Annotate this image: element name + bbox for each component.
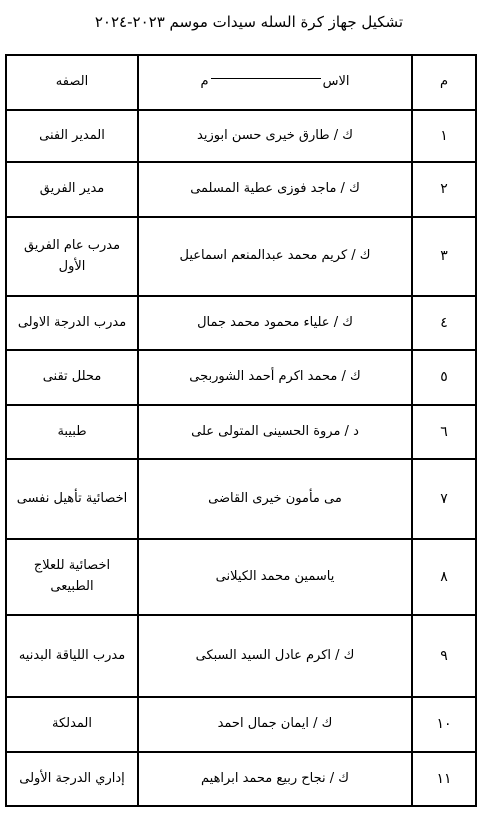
table-row bbox=[6, 110, 476, 162]
header-number: م bbox=[412, 55, 476, 110]
row-number: ٦ bbox=[412, 405, 476, 459]
table-row bbox=[6, 459, 476, 539]
row-name: ك / طارق خيرى حسن ابوزيد bbox=[138, 110, 412, 162]
table-row bbox=[6, 615, 476, 697]
table-row bbox=[6, 405, 476, 459]
row-role: مدرب اللياقة البدنيه bbox=[6, 615, 138, 697]
row-name: ياسمين محمد الكيلانى bbox=[138, 539, 412, 615]
row-name: ك / كريم محمد عبدالمنعم اسماعيل bbox=[138, 217, 412, 296]
table-row bbox=[6, 752, 476, 806]
row-role: محلل تقنى bbox=[6, 350, 138, 405]
row-number: ١١ bbox=[412, 752, 476, 806]
row-number: ٤ bbox=[412, 296, 476, 350]
table-row bbox=[6, 539, 476, 615]
row-role: اخصائية للعلاج الطبيعى bbox=[6, 539, 138, 615]
row-number: ١ bbox=[412, 110, 476, 162]
row-role: مدرب عام الفريق الأول bbox=[6, 217, 138, 296]
row-number: ١٠ bbox=[412, 697, 476, 752]
row-name: ك / ايمان جمال احمد bbox=[138, 697, 412, 752]
row-role: مدير الفريق bbox=[6, 162, 138, 217]
row-role: اخصائية تأهيل نفسى bbox=[6, 459, 138, 539]
row-number: ٩ bbox=[412, 615, 476, 697]
row-role: طبيبة bbox=[6, 405, 138, 459]
row-role: مدرب الدرجة الاولى bbox=[6, 296, 138, 350]
table-row bbox=[6, 296, 476, 350]
row-role: المدير الفنى bbox=[6, 110, 138, 162]
header-name bbox=[138, 55, 412, 110]
table-header-row bbox=[6, 55, 476, 110]
table-row bbox=[6, 697, 476, 752]
row-number: ٥ bbox=[412, 350, 476, 405]
header-name-underline bbox=[211, 78, 321, 79]
header-name-start: الاس bbox=[322, 74, 350, 90]
table-row bbox=[6, 350, 476, 405]
row-name: ك / علياء محمود محمد جمال bbox=[138, 296, 412, 350]
header-role: الصفه bbox=[6, 55, 138, 110]
row-number: ٣ bbox=[412, 217, 476, 296]
row-role: إداري الدرجة الأولى bbox=[6, 752, 138, 806]
row-name: مى مأمون خيرى القاضى bbox=[138, 459, 412, 539]
table-row bbox=[6, 162, 476, 217]
table-row bbox=[6, 217, 476, 296]
document-title: تشكيل جهاز كرة السله سيدات موسم ٢٠٢٣-٢٠٢٤ bbox=[94, 13, 404, 31]
row-number: ٢ bbox=[412, 162, 476, 217]
row-name: ك / ماجد فوزى عطية المسلمى bbox=[138, 162, 412, 217]
row-name: ك / نجاح ربيع محمد ابراهيم bbox=[138, 752, 412, 806]
staff-table bbox=[5, 54, 477, 807]
row-number: ٨ bbox=[412, 539, 476, 615]
row-role: المدلكة bbox=[6, 697, 138, 752]
header-name-end: م bbox=[200, 74, 209, 90]
row-number: ٧ bbox=[412, 459, 476, 539]
row-name: ك / اكرم عادل السيد السبكى bbox=[138, 615, 412, 697]
row-name: ك / محمد اكرم أحمد الشوربجى bbox=[138, 350, 412, 405]
row-name: د / مروة الحسينى المتولى على bbox=[138, 405, 412, 459]
